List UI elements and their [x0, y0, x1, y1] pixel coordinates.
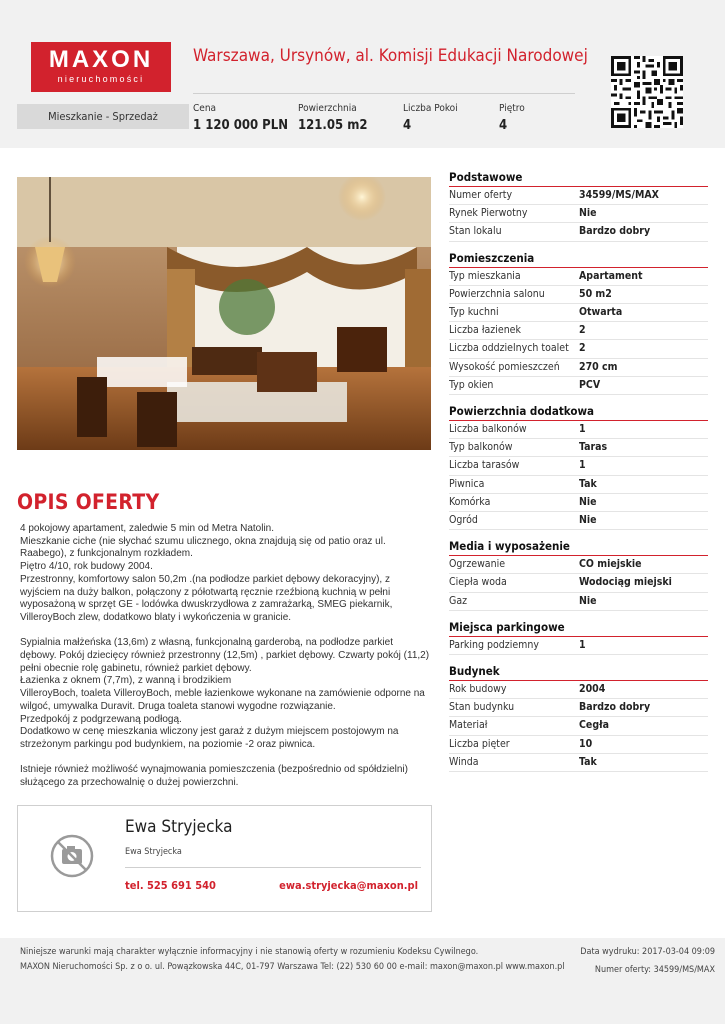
spec-key: Powierzchnia salonu	[449, 287, 545, 300]
spec-value: 34599/MS/MAX	[579, 189, 659, 201]
stat-floor	[499, 102, 525, 135]
description-paragraph: Przedpokój z podgrzewaną podłogą.	[20, 713, 182, 725]
spec-value: PCV	[579, 378, 601, 391]
spec-key: Winda	[449, 755, 479, 768]
spec-value: Nie	[579, 514, 597, 527]
offer-type-badge: Mieszkanie - Sprzedaż	[17, 104, 189, 129]
spec-value: Nie	[579, 495, 597, 508]
spec-row	[449, 494, 708, 512]
footer-disclaimer: Niniejsze warunki mają charakter wyłącznie informacyjny i nie stanowią oferty w rozumieniu Kodeksu Cywilnego.	[20, 947, 479, 957]
spec-key: Typ balkonów	[449, 441, 513, 454]
spec-value: 2	[579, 324, 586, 337]
spec-key: Numer oferty	[449, 189, 513, 201]
stat-label: Liczba Pokoi	[403, 103, 458, 114]
paragraph-gap	[20, 752, 430, 765]
spec-row	[449, 377, 708, 395]
property-address: Warszawa, Ursynów, al. Komisji Edukacji Narodowej	[193, 46, 588, 66]
spec-value: Cegła	[579, 719, 609, 732]
section-basic	[449, 168, 708, 242]
logo-brand: MAXON	[48, 46, 154, 73]
spec-row	[449, 268, 708, 286]
spec-key: Typ kuchni	[449, 306, 499, 319]
spec-key: Liczba łazienek	[449, 324, 521, 337]
spec-key: Liczba pięter	[449, 737, 510, 750]
spec-value: Nie	[579, 207, 597, 220]
spec-value: 2	[579, 342, 586, 355]
spec-row	[449, 736, 708, 754]
spec-key: Rynek Pierwotny	[449, 207, 528, 220]
spec-value: 1	[579, 423, 586, 436]
spec-row	[449, 699, 708, 717]
stat-rooms	[403, 102, 458, 135]
spec-value: 50 m2	[579, 287, 612, 300]
spec-row	[449, 205, 708, 223]
section-parking	[449, 618, 708, 655]
spec-row	[449, 340, 708, 358]
agent-name: Ewa Stryjecka	[125, 817, 233, 837]
description-body	[20, 523, 430, 790]
stat-value: 4	[403, 118, 412, 133]
qr-code-icon[interactable]	[611, 56, 683, 128]
no-photo-icon	[50, 834, 94, 878]
logo-subtitle: nieruchomości	[57, 74, 145, 84]
stat-label: Cena	[193, 103, 217, 114]
spec-key: Liczba tarasów	[449, 459, 520, 472]
spec-value: 270 cm	[579, 360, 618, 373]
agent-phone-link[interactable]: tel. 525 691 540	[125, 879, 216, 892]
spec-row	[449, 187, 708, 205]
section-title: Miejsca parkingowe	[449, 618, 708, 637]
spec-key: Parking podziemny	[449, 638, 539, 651]
spec-value: 1	[579, 638, 586, 651]
description-paragraph: Łazienka z oknem (7,7m), z wanną i brodzikiem	[20, 675, 232, 687]
stat-label: Piętro	[499, 103, 525, 114]
section-building	[449, 662, 708, 772]
spec-value: 1	[579, 459, 586, 472]
spec-row	[449, 593, 708, 611]
section-title: Pomieszczenia	[449, 249, 708, 268]
spec-row	[449, 439, 708, 457]
stat-label: Powierzchnia	[298, 103, 357, 114]
spec-key: Wysokość pomieszczeń	[449, 360, 560, 373]
spec-row	[449, 754, 708, 772]
agent-email-link[interactable]: ewa.stryjecka@maxon.pl	[279, 879, 418, 892]
spec-row	[449, 223, 708, 241]
spec-row	[449, 457, 708, 475]
spec-row	[449, 359, 708, 377]
spec-row	[449, 637, 708, 655]
spec-key: Ciepła woda	[449, 576, 507, 589]
spec-value: 2004	[579, 683, 606, 696]
spec-value: Otwarta	[579, 306, 623, 319]
spec-key: Liczba oddzielnych toalet	[449, 342, 569, 355]
spec-row	[449, 322, 708, 340]
spec-row	[449, 681, 708, 699]
spec-value: Bardzo dobry	[579, 701, 651, 714]
stat-area	[298, 102, 368, 135]
section-rooms	[449, 249, 708, 395]
spec-row	[449, 574, 708, 592]
description-paragraph: Istnieje również możliwość wynajmowania pomieszczenia (bezpośrednio od spółdzielni) służącego za przechowalnię o dużej powierzchni.	[20, 764, 408, 789]
spec-key: Ogrzewanie	[449, 558, 506, 571]
spec-key: Gaz	[449, 594, 468, 607]
spec-row	[449, 286, 708, 304]
description-title: OPIS OFERTY	[17, 490, 160, 514]
stat-price	[193, 102, 288, 135]
spec-value: 10	[579, 737, 593, 750]
spec-key: Ogród	[449, 514, 478, 527]
section-media	[449, 537, 708, 611]
spec-key: Komórka	[449, 495, 491, 508]
paragraph-gap	[20, 625, 430, 638]
spec-key: Rok budowy	[449, 683, 507, 696]
property-photo[interactable]	[17, 177, 431, 450]
spec-key: Typ mieszkania	[449, 269, 521, 282]
description-paragraph: 4 pokojowy apartament, zaledwie 5 min od Metra Natolin.	[20, 523, 275, 534]
spec-key: Liczba balkonów	[449, 423, 527, 436]
section-title: Podstawowe	[449, 168, 708, 187]
agent-divider	[125, 867, 421, 868]
description-paragraph: Przestronny, komfortowy salon 50,2m .(na podłodze parkiet dębowy dekoracyjny), z wyjściem na duży balkon, połączony z półotwartą ręcznie rzeźbioną kuchnią w pełni wyposażoną w sprzęt GE - lodówka dwuskrzydłowa z zamrażarką, SMEG piekarnik, VilleroyBoch zlew, dodatkowo blaty i wykończenia w granicie.	[20, 573, 393, 623]
footer-print-date: Data wydruku: 2017-03-04 09:09	[580, 947, 715, 957]
spec-row	[449, 556, 708, 574]
spec-key: Materiał	[449, 719, 488, 732]
spec-value: Apartament	[579, 269, 643, 282]
agent-card	[17, 805, 432, 912]
spec-key: Stan lokalu	[449, 225, 502, 238]
section-title: Powierzchnia dodatkowa	[449, 402, 708, 421]
spec-row	[449, 304, 708, 322]
spec-key: Stan budynku	[449, 701, 515, 714]
header	[0, 0, 725, 148]
footer-company-info: MAXON Nieruchomości Sp. z o o. ul. Powązkowska 44C, 01-797 Warszawa Tel: (22) 530 60 00 e-mail: maxon@maxon.pl www.maxon.pl	[20, 962, 565, 972]
section-title: Media i wyposażenie	[449, 537, 708, 556]
description-paragraph: Sypialnia małżeńska (13,6m) z własną, funkcjonalną garderobą, na podłodze parkiet dębowy. Pokój dziecięcy również przestronny (12,5m) , parkiet dębowy. Czwarty pokój (11,2) pełni obecnie rolę gabinetu, również parkiet dębowy.	[20, 637, 430, 674]
maxon-logo[interactable]	[31, 42, 171, 92]
spec-value: CO miejskie	[579, 558, 642, 571]
description-paragraph: VilleroyBoch, toaleta VilleroyBoch, meble łazienkowe wykonane na zamówienie odporne na wilgoć, umywalka Duravit. Druga toaleta stanowi wygodne rozwiązanie.	[20, 688, 425, 712]
stat-value: 4	[499, 118, 508, 133]
stat-value: 1 120 000 PLN	[193, 118, 288, 133]
spec-row	[449, 512, 708, 530]
footer-offer-number: Numer oferty: 34599/MS/MAX	[594, 965, 715, 975]
spec-key: Piwnica	[449, 477, 485, 490]
spec-value: Tak	[579, 755, 597, 768]
agent-subname: Ewa Stryjecka	[125, 847, 182, 857]
section-additional-area	[449, 402, 708, 530]
stat-value: 121.05 m2	[298, 118, 368, 133]
spec-row	[449, 717, 708, 735]
spec-row	[449, 421, 708, 439]
description-paragraph: Mieszkanie ciche (nie słychać szumu ulicznego, okna znajdują się od patio oraz ul. Raabego), z funkcjonalnym rozkładem.	[20, 535, 386, 560]
description-paragraph: Dodatkowo w cenę mieszkania wliczony jest garaż z dużym miejscem postojowym na strzeżonym parkingu pod budynkiem, na poziomie -2 oraz piwnica.	[20, 726, 399, 750]
footer	[0, 938, 725, 1024]
description-paragraph: Piętro 4/10, rok budowy 2004.	[20, 561, 153, 573]
spec-value: Nie	[579, 594, 597, 607]
section-title: Budynek	[449, 662, 708, 681]
spec-row	[449, 476, 708, 494]
spec-value: Wodociąg miejski	[579, 576, 672, 589]
spec-key: Typ okien	[449, 378, 494, 391]
spec-value: Taras	[579, 441, 608, 454]
spec-value: Bardzo dobry	[579, 225, 651, 238]
spec-value: Tak	[579, 477, 597, 490]
property-specs	[449, 168, 708, 779]
address-divider	[193, 93, 575, 94]
